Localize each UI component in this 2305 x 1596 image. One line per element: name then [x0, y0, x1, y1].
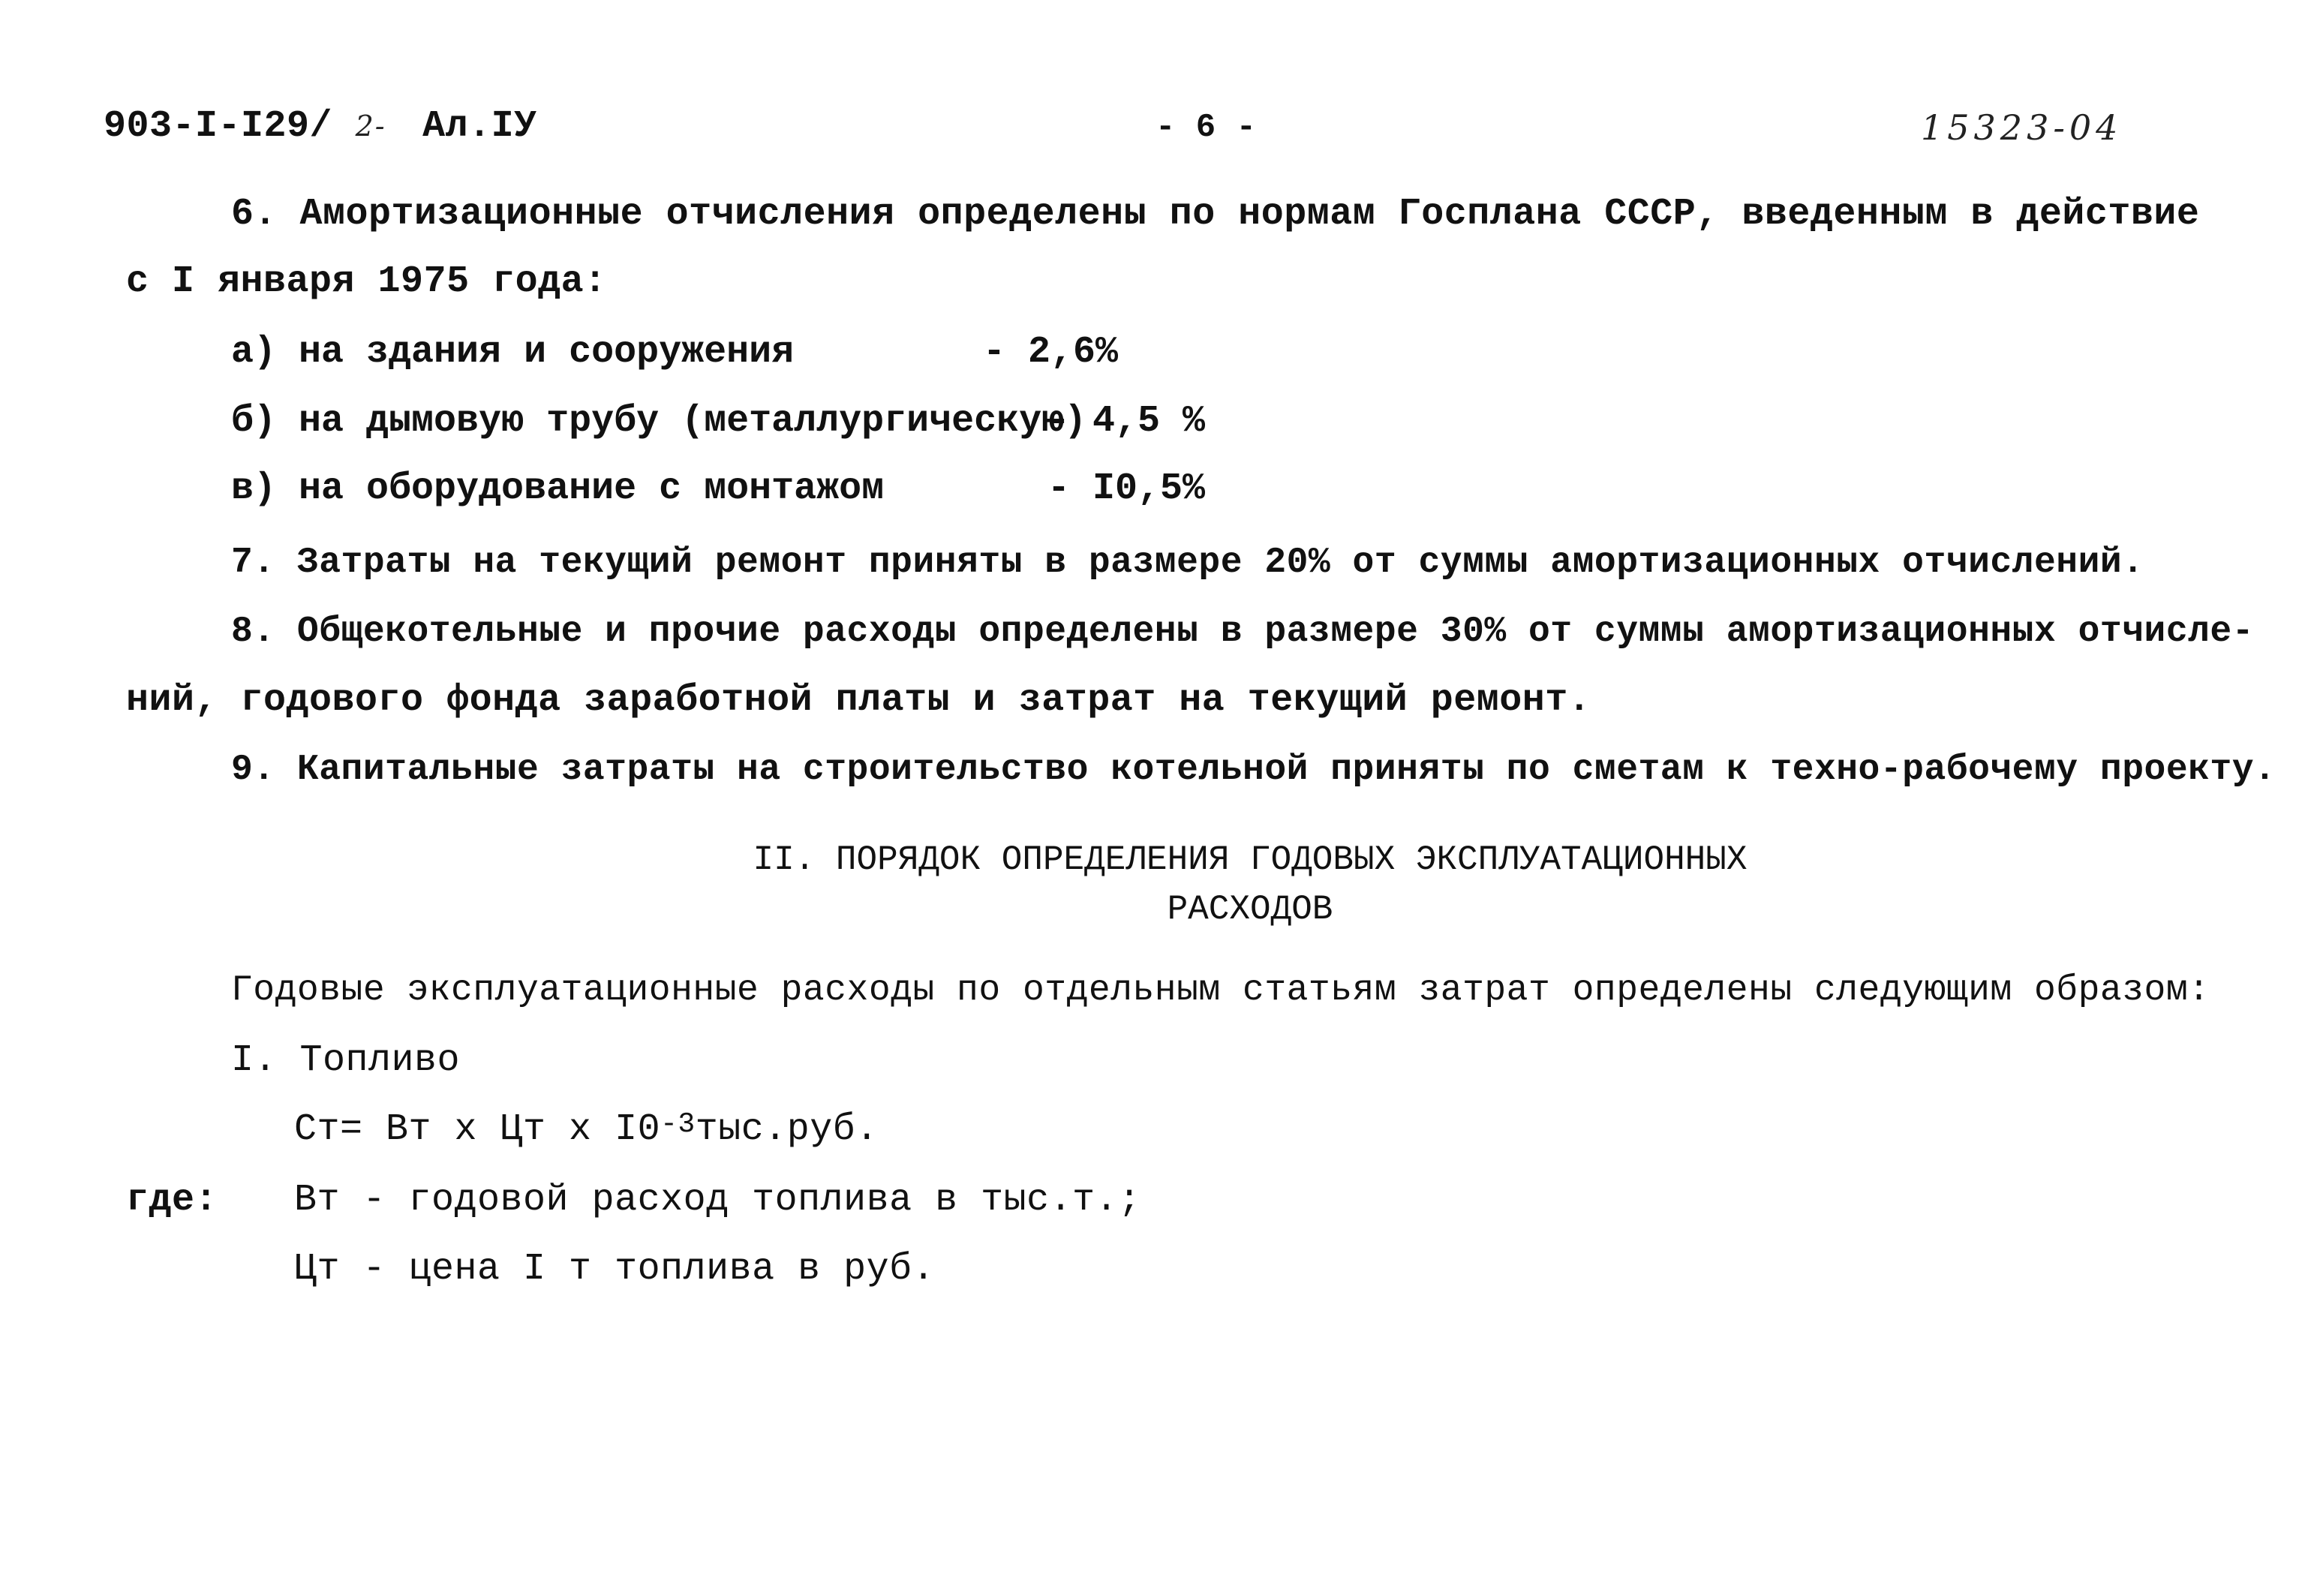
archive-number: 15323-04: [1921, 107, 2123, 148]
rate-value-buildings: - 2,6%: [983, 331, 1119, 374]
album-label: Ал.IУ: [422, 105, 537, 148]
item-7: 7. Затраты на текущий ремонт приняты в размере 20% от суммы амортизационных отчислений.: [231, 543, 2144, 583]
doc-code: [104, 104, 537, 149]
page-number: - 6 -: [1156, 109, 1257, 146]
rate-label-chimney: б) на дымовую трубу (металлургическую): [231, 400, 1087, 443]
item-8-line-1: 8. Общекотельные и прочие расходы определены в размере 30% от суммы амортизационных отчисле-: [231, 612, 2255, 652]
fuel-formula: [294, 1108, 879, 1155]
section-2-title-line-2: РАСХОДОВ: [1167, 890, 1333, 929]
fuel-formula-exponent: -3: [660, 1108, 696, 1141]
where-label: где:: [126, 1179, 218, 1222]
doc-code-text: 903-I-I29/: [104, 105, 333, 148]
section-2-title-line-1: II. ПОРЯДОК ОПРЕДЕЛЕНИЯ ГОДОВЫХ ЭКСПЛУАТАЦИОННЫХ: [753, 840, 1748, 879]
rate-label-buildings: а) на здания и сооружения: [231, 331, 795, 374]
rate-value-equipment: - I0,5%: [1047, 467, 1206, 510]
item-9: 9. Капитальные затраты на строительство котельной приняты по сметам к техно-рабочему проекту.: [231, 750, 2276, 790]
fuel-formula-main: Ст= Вт х Цт х I0: [294, 1108, 661, 1151]
where-item-fuel-price: Цт - цена I т топлива в руб.: [294, 1248, 936, 1291]
item-6-line-2: с I января 1975 года:: [126, 260, 607, 303]
doc-code-handwritten-mark: 2-: [355, 110, 386, 143]
item-1-title: I. Топливо: [231, 1039, 461, 1082]
where-item-fuel-consumption: Вт - годовой расход топлива в тыс.т.;: [294, 1179, 1141, 1222]
section-2-intro: Годовые эксплуатационные расходы по отдельным статьям затрат определены следующим образом:: [231, 970, 2210, 1011]
item-8-line-2: ний, годового фонда заработной платы и затрат на текущий ремонт.: [126, 679, 1591, 722]
rate-label-equipment: в) на оборудование с монтажом: [231, 467, 885, 510]
item-6-line-1: 6. Амортизационные отчисления определены по нормам Госплана СССР, введенным в действие: [231, 193, 2200, 236]
fuel-formula-unit: тыс.руб.: [695, 1108, 879, 1151]
rate-value-chimney: - 4,5 %: [1047, 400, 1206, 443]
